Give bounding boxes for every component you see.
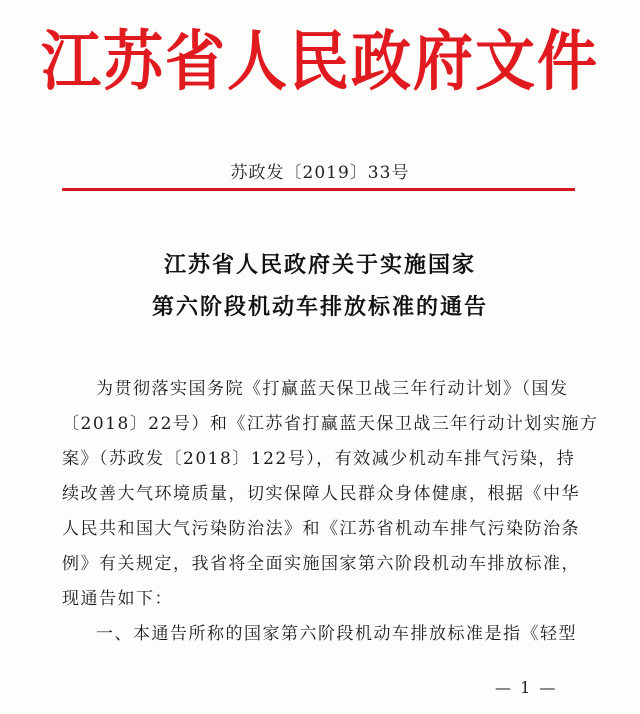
red-masthead: 江苏省人民政府文件 <box>41 24 599 100</box>
body-text <box>62 372 599 652</box>
body-line: 续改善大气环境质量，切实保障人民群众身体健康，根据《中华 <box>62 484 580 504</box>
body-line: 〔2018〕22号）和《江苏省打赢蓝天保卫战三年行动计划实施方 <box>62 414 599 434</box>
body-line: 案》（苏政发〔2018〕122号），有效减少机动车排气污染，持 <box>62 449 576 469</box>
title-line-1: 江苏省人民政府关于实施国家 <box>163 253 476 278</box>
document-number: 苏政发〔2019〕33号 <box>230 163 410 183</box>
page-number: — 1 — <box>495 678 558 697</box>
body-line: 人民共和国大气污染防治法》和《江苏省机动车排气污染防治条 <box>62 519 580 539</box>
red-divider-line <box>62 188 575 191</box>
body-line: 现通告如下： <box>62 589 173 609</box>
body-line: 一、本通告所称的国家第六阶段机动车排放标准是指《轻型 <box>96 624 577 644</box>
body-line: 为贯彻落实国务院《打赢蓝天保卫战三年行动计划》（国发 <box>96 379 569 399</box>
body-line: 例》有关规定，我省将全面实施国家第六阶段机动车排放标准， <box>62 554 580 574</box>
title-line-2: 第六阶段机动车排放标准的通告 <box>151 295 488 320</box>
